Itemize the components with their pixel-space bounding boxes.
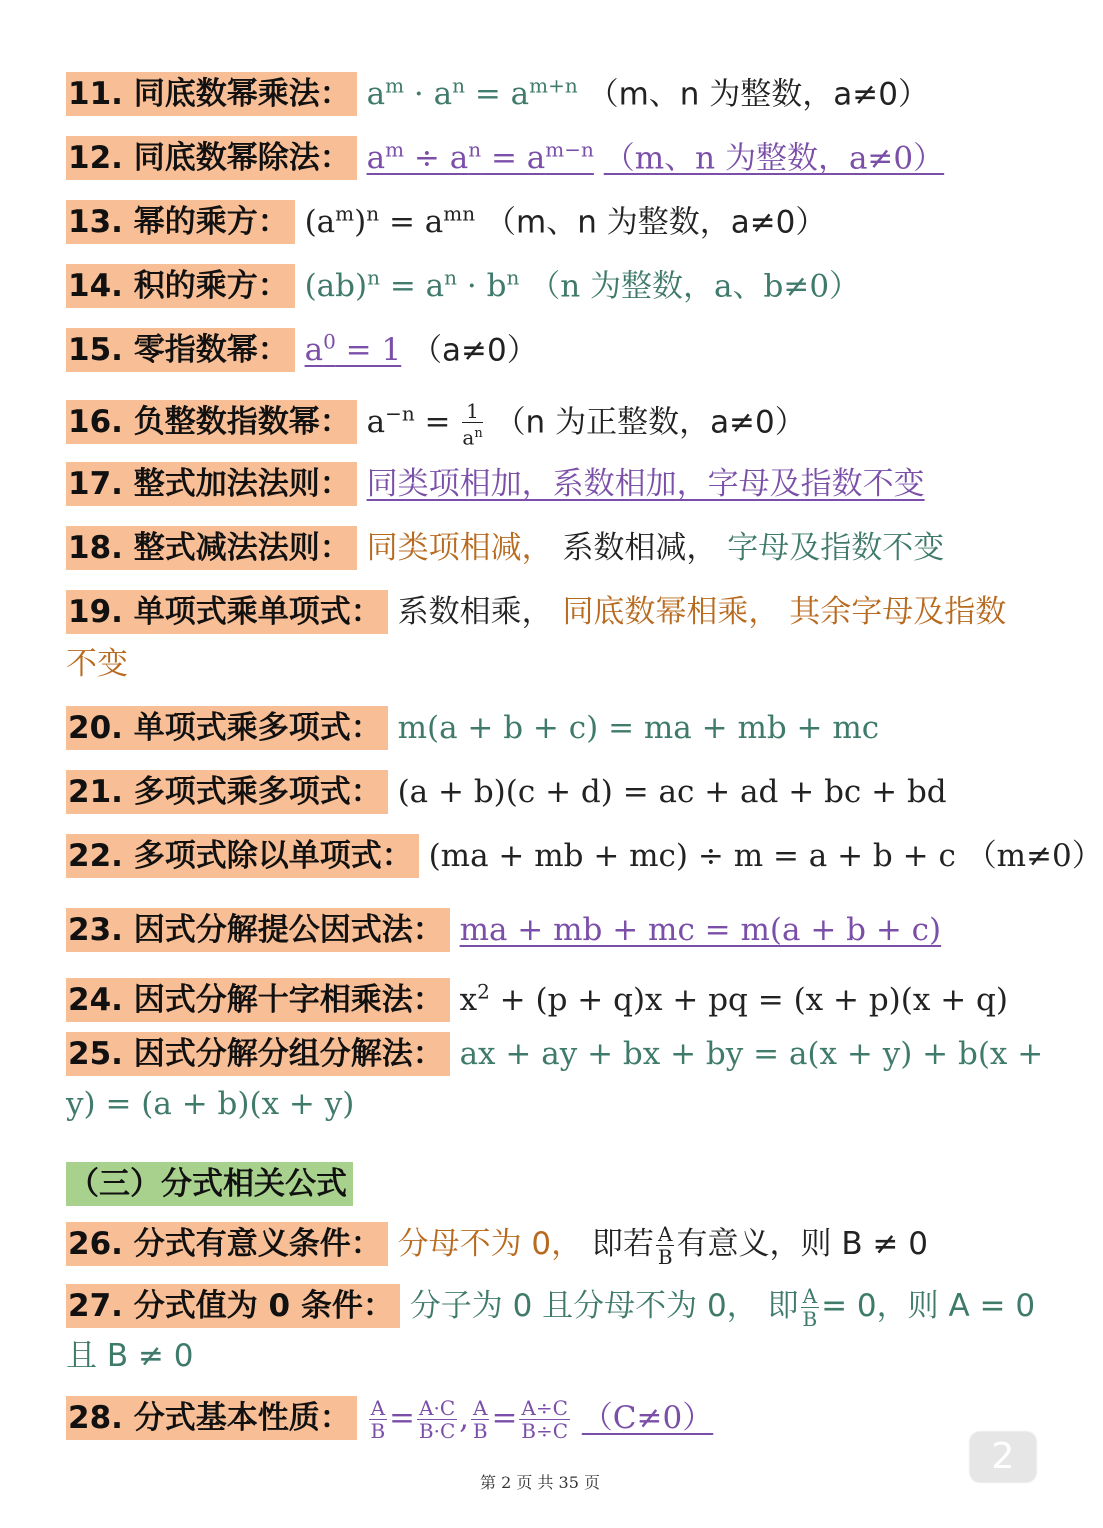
fraction-adivc-over-bdivc: $\frac{A\div C}{B\div C}$ <box>521 1396 569 1443</box>
row-label: 11. 同底数幂乘法： <box>66 72 357 116</box>
formula-row-12 <box>66 128 1040 180</box>
row-label: 18. 整式减法法则： <box>66 526 357 570</box>
formula-row-21 <box>66 770 1040 814</box>
row-label: 13. 幂的乘方： <box>66 200 295 244</box>
row-label: 22. 多项式除以单项式： <box>66 834 419 878</box>
formula: $x^2 + (p + q)x$ + pq = (x + p)(x + q) <box>459 980 1008 1019</box>
formula-row-22 <box>66 834 1103 878</box>
rule-text: 同类项相加，系数相加，字母及指数不变 <box>366 466 925 502</box>
rule-text-3: 有意义，则 B ≠ 0 <box>676 1226 928 1262</box>
formula-row-26 <box>66 1222 1040 1268</box>
formula: (ma + mb + mc) ÷ m = a + b + c <box>428 838 956 874</box>
rule-text-2: 同底数幂相乘， <box>562 594 780 630</box>
rule-text-2: 即若 <box>592 1226 655 1262</box>
page-footer: 第 2 页 共 35 页 <box>480 1473 600 1492</box>
formula: $a^m \cdot a^n = a^{m+n}$ <box>366 74 578 113</box>
row-label: 24. 因式分解十字相乘法： <box>66 978 450 1022</box>
formula: ax + ay + bx + by = a(x + y) + b(x + <box>459 1036 1044 1072</box>
formula-row-15 <box>66 320 1040 372</box>
condition-note: （m≠0） <box>965 838 1103 874</box>
formula: ma + mb + mc = m(a + b + c) <box>459 912 942 948</box>
fraction: $\frac{1}{a^n}$ <box>462 398 483 450</box>
row-label: 17. 整式加法法则： <box>66 462 357 506</box>
formula-row-17 <box>66 462 1040 506</box>
formula: $\frac{A}{B}$ = $\frac{A\cdot C}{B\cdot C}$ , $\frac{A}{B}$ = $\frac{A\div C}{B\div C}$ <box>370 1396 569 1443</box>
formula: $(a^m)^n = a^{mn}$ <box>304 202 476 241</box>
formula: $a^0 = 1$ <box>304 330 402 369</box>
section-label: （三）分式相关公式 <box>66 1162 353 1206</box>
formula-row-24 <box>66 970 1040 1022</box>
formula-row-28 <box>66 1396 1040 1442</box>
formula-row-13 <box>66 192 1040 244</box>
section-heading <box>66 1162 1040 1206</box>
row-label: 23. 因式分解提公因式法： <box>66 908 450 952</box>
fraction-ac-over-bc: $\frac{A\cdot C}{B\cdot C}$ <box>418 1396 456 1443</box>
row-label: 20. 单项式乘多项式： <box>66 706 388 750</box>
row-label: 26. 分式有意义条件： <box>66 1222 388 1266</box>
condition-note: （a≠0） <box>411 332 538 369</box>
condition-note: （C≠0） <box>581 1400 714 1436</box>
condition-note: （n 为正整数，a≠0） <box>494 404 806 441</box>
condition-note: （m、n 为整数，a≠0） <box>587 76 930 113</box>
row-label: 15. 零指数幂： <box>66 328 295 372</box>
formula-row-20 <box>66 706 1040 750</box>
row-label: 16. 负整数指数幂： <box>66 400 357 444</box>
formula-row-27 <box>66 1284 1040 1330</box>
rule-continuation: 且 B ≠ 0 <box>66 1338 194 1374</box>
row-label: 27. 分式值为 0 条件： <box>66 1284 400 1328</box>
formula: m(a + b + c) = ma + mb + mc <box>397 710 880 746</box>
formula-row-23 <box>66 908 1040 952</box>
rule-text-1: 分子为 0 且分母不为 0， <box>409 1288 758 1324</box>
fraction-a-over-b: $\frac{A}{B}$ <box>802 1284 818 1331</box>
row-label: 25. 因式分解分组分解法： <box>66 1032 450 1076</box>
formula-row-18 <box>66 526 1040 570</box>
formula: (a + b)(c + d) = ac + ad + bc + bd <box>397 774 947 810</box>
formula-row-19 <box>66 590 1040 634</box>
rule-text-2: 系数相减， <box>562 530 718 566</box>
formula-row-11 <box>66 64 1040 116</box>
rule-text-3: 其余字母及指数 <box>789 594 1007 630</box>
condition-note: （m、n 为整数，a≠0） <box>485 204 827 241</box>
formula: $(ab)^n = a^n \cdot b^n$ <box>304 266 520 305</box>
condition-note: （m、n 为整数，a≠0） <box>603 140 945 177</box>
condition-note: （n 为整数，a、b≠0） <box>529 268 861 305</box>
rule-text-1: 系数相乘， <box>397 594 553 630</box>
formula: $a^{-n}$ = $\frac{1}{a^n}$ <box>366 398 483 450</box>
formula-row-25 <box>66 1032 1044 1076</box>
formula-row-14 <box>66 256 1040 308</box>
rule-continuation: 不变 <box>66 646 128 682</box>
row-label: 12. 同底数幂除法： <box>66 136 357 180</box>
fraction-a-over-b: $\frac{A}{B}$ <box>472 1396 488 1443</box>
fraction-a-over-b: $\frac{A}{B}$ <box>657 1222 673 1269</box>
rule-text-1: 同类项相减， <box>366 530 553 566</box>
row-label: 14. 积的乘方： <box>66 264 295 308</box>
rule-text-2: 即 <box>767 1288 799 1324</box>
fraction-a-over-b: $\frac{A}{B}$ <box>370 1396 386 1443</box>
rule-text-3: = 0，则 A = 0 <box>821 1288 1036 1324</box>
formula-row-16 <box>66 392 1040 448</box>
row-label: 21. 多项式乘多项式： <box>66 770 388 814</box>
page-number-badge: 2 <box>970 1432 1036 1482</box>
rule-text-1: 分母不为 0， <box>397 1226 583 1262</box>
rule-text-3: 字母及指数不变 <box>727 530 945 566</box>
row-label: 28. 分式基本性质： <box>66 1396 357 1440</box>
formula: $a^m \div a^n = a^{m-n}$ <box>366 138 594 177</box>
formula-continuation: y) = (a + b)(x + y) <box>66 1086 355 1122</box>
row-label: 19. 单项式乘单项式： <box>66 590 388 634</box>
